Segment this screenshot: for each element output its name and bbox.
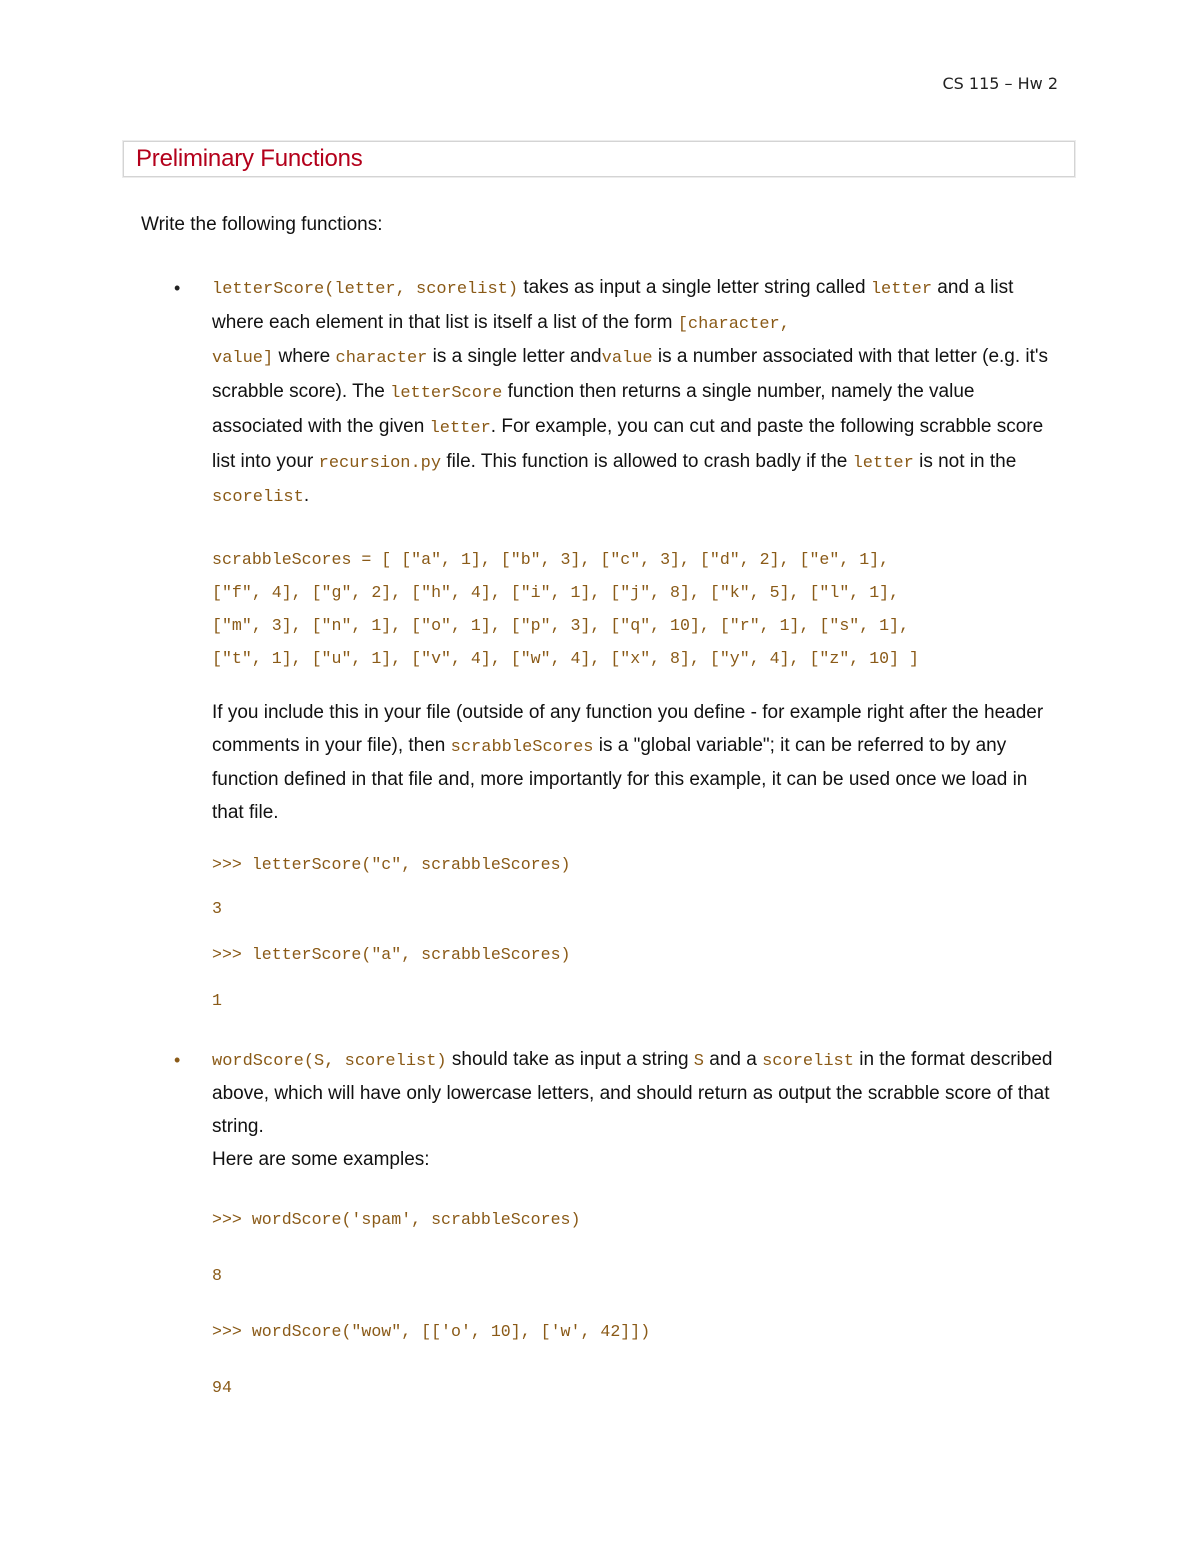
letterscore-description: letterScore(letter, scorelist) takes as input a single letter string called letter and a list where each element in that list is itself a list of the form [character, value] where character is a single letter andvalue is a number associated with that letter (e.g. it's scrabble score). The letterScore function then returns a single number, namely the value associated with the given letter. For example, you can cut and paste the following scrabble score list into your recursion.py file. This function is allowed to crash badly if the letter is not in the scorelist. bbox=[212, 277, 1049, 508]
intro-text: Write the following functions: bbox=[141, 214, 383, 235]
section-title: Preliminary Functions bbox=[136, 145, 363, 172]
bullet-icon: • bbox=[174, 1049, 181, 1070]
bullet-icon: • bbox=[174, 278, 181, 298]
code-line: ["m", 3], ["n", 1], ["o", 1], ["p", 3], ["q", 10], ["r", 1], ["s", 1], bbox=[212, 615, 910, 635]
page-header: CS 115 – Hw 2 bbox=[942, 74, 1058, 93]
global-variable-note: If you include this in your file (outside of any function you define - for example right after the header comments in your file), then scrabbleScores is a "global variable"; it can be referred to by any function defined in that file and, more importantly for this example, it can be used once we load in that file. bbox=[212, 701, 1044, 824]
example-output: 3 bbox=[212, 898, 222, 918]
function-list bbox=[174, 272, 1062, 1403]
example-input: >>> letterScore("a", scrabbleScores) bbox=[212, 944, 571, 964]
example-input: >>> wordScore('spam', scrabbleScores) bbox=[212, 1209, 581, 1229]
example-input: >>> wordScore("wow", [['o', 10], ['w', 42]]) bbox=[212, 1321, 651, 1341]
section-heading-box bbox=[123, 141, 1075, 177]
example-output: 94 bbox=[212, 1377, 232, 1397]
code-line: ["t", 1], ["u", 1], ["v", 4], ["w", 4], ["x", 8], ["y", 4], ["z", 10] ] bbox=[212, 648, 920, 668]
code-line: ["f", 4], ["g", 2], ["h", 4], ["i", 1], ["j", 8], ["k", 5], ["l", 1], bbox=[212, 582, 900, 602]
list-item-letterscore bbox=[174, 272, 1062, 1016]
scrabble-scores-code bbox=[212, 543, 1062, 675]
code-line: scrabbleScores = [ ["a", 1], ["b", 3], ["c", 3], ["d", 2], ["e", 1], bbox=[212, 549, 890, 569]
code-signature: letterScore(letter, scorelist) bbox=[212, 280, 519, 299]
example-output: 8 bbox=[212, 1265, 222, 1285]
list-item-wordscore bbox=[174, 1044, 1062, 1403]
code-signature: wordScore(S, scorelist) bbox=[212, 1051, 447, 1071]
wordscore-description: wordScore(S, scorelist) should take as input a string S and a scorelist in the format described above, which will have only lowercase letters, and should return as output the scrabble score of that string. Here are some examples: bbox=[212, 1048, 1053, 1170]
example-input: >>> letterScore("c", scrabbleScores) bbox=[212, 854, 571, 874]
example-output: 1 bbox=[212, 990, 222, 1010]
